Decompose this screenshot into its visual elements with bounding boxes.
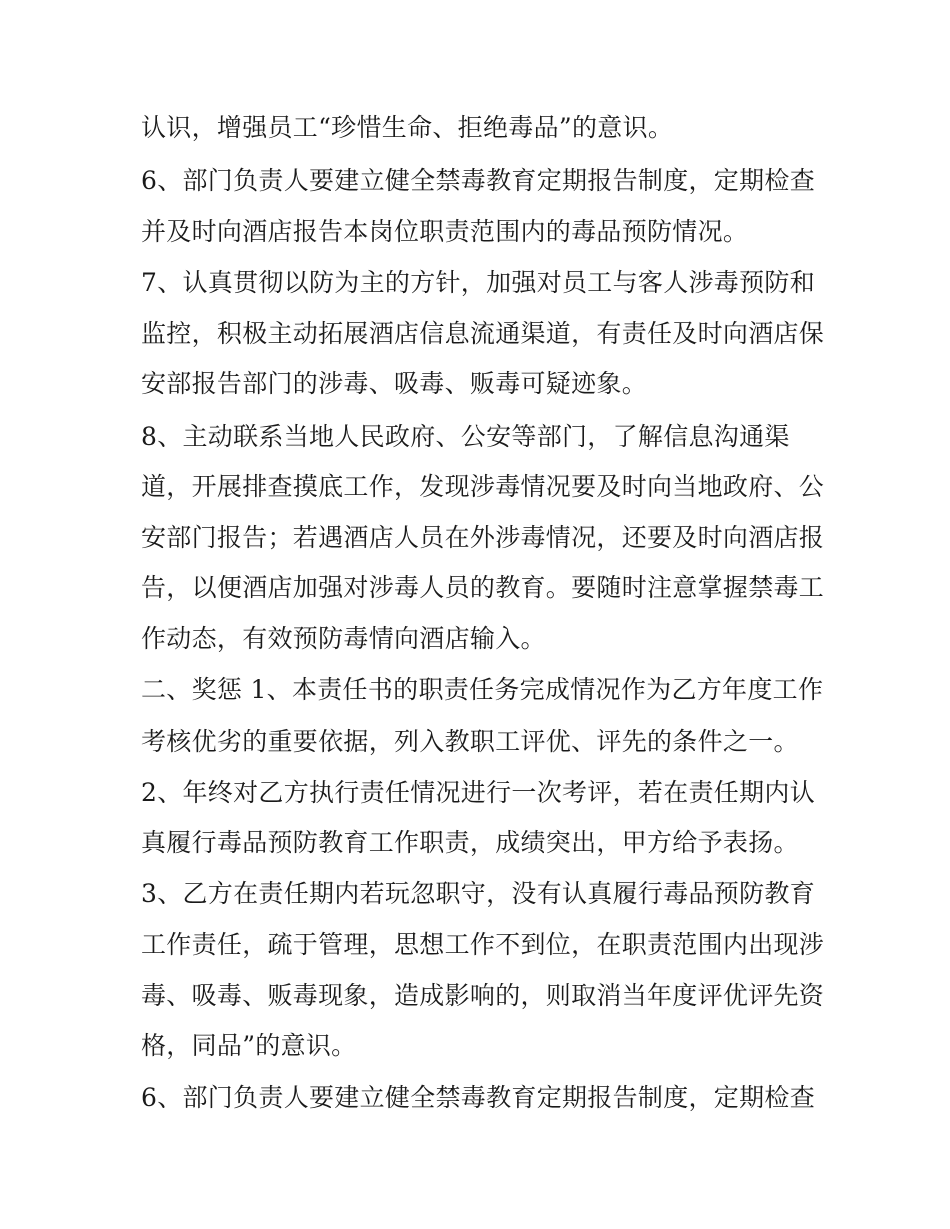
text-line: 真履行毒品预防教育工作职责，成绩突出，甲方给予表扬。: [141, 828, 799, 857]
text-line: 工作责任，疏于管理，思想工作不到位，在职责范围内出现涉: [141, 930, 825, 959]
text-line: 安部报告部门的涉毒、吸毒、贩毒可疑迹象。: [141, 369, 648, 398]
text-line: 并及时向酒店报告本岗位职责范围内的毒品预防情况。: [141, 217, 749, 246]
text-line: 道，开展排查摸底工作，发现涉毒情况要及时向当地政府、公: [141, 472, 825, 501]
text-line: 作动态，有效预防毒情向酒店输入。: [141, 624, 546, 653]
text-line: 7、认真贯彻以防为主的方针，加强对员工与客人涉毒预防和: [141, 268, 816, 297]
text-line: 格，同品”的意识。: [141, 1031, 357, 1060]
text-line: 告，以便酒店加强对涉毒人员的教育。要随时注意掌握禁毒工: [141, 573, 825, 602]
text-line: 安部门报告；若遇酒店人员在外涉毒情况，还要及时向酒店报: [141, 523, 825, 552]
text-line: 6、部门负责人要建立健全禁毒教育定期报告制度，定期检查: [141, 166, 816, 195]
text-line: 二、奖惩 1、本责任书的职责任务完成情况作为乙方年度工作: [141, 675, 824, 704]
text-line: 认识，增强员工“珍惜生命、拒绝毒品”的意识。: [141, 113, 674, 142]
text-line: 2、年终对乙方执行责任情况进行一次考评，若在责任期内认: [141, 778, 816, 807]
text-line: 毒、吸毒、贩毒现象，造成影响的，则取消当年度评优评先资: [141, 981, 825, 1010]
text-line: 6、部门负责人要建立健全禁毒教育定期报告制度，定期检查: [141, 1083, 816, 1112]
text-line: 8、主动联系当地人民政府、公安等部门，了解信息沟通渠: [141, 422, 790, 451]
text-line: 考核优劣的重要依据，列入教职工评优、评先的条件之一。: [141, 727, 799, 756]
text-line: 3、乙方在责任期内若玩忽职守，没有认真履行毒品预防教育: [141, 879, 816, 908]
text-line: 监控，积极主动拓展酒店信息流通渠道，有责任及时向酒店保: [141, 319, 825, 348]
